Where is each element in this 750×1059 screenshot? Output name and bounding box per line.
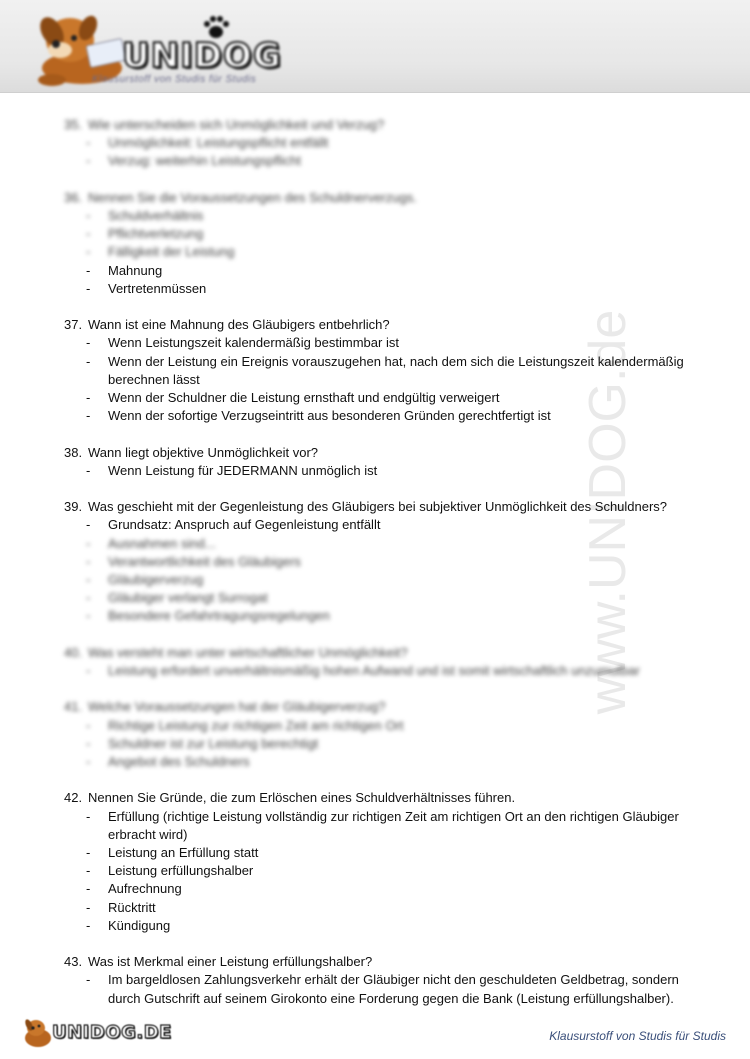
answer-item bbox=[64, 917, 684, 935]
answer-item bbox=[64, 607, 684, 625]
dash-bullet: - bbox=[86, 917, 91, 933]
question-block bbox=[64, 189, 684, 298]
page-header bbox=[0, 0, 750, 93]
dash-bullet: - bbox=[86, 335, 91, 351]
dash-bullet: - bbox=[86, 754, 91, 770]
dash-bullet: - bbox=[86, 244, 91, 260]
answer-item bbox=[64, 535, 684, 553]
answer-list bbox=[64, 334, 684, 425]
dash-bullet: - bbox=[86, 535, 91, 551]
question-number: 38. bbox=[64, 444, 83, 460]
question-line bbox=[64, 316, 684, 334]
question-number: 36. bbox=[64, 189, 83, 205]
question-line bbox=[64, 644, 684, 662]
answer-item bbox=[64, 225, 684, 243]
dash-bullet: - bbox=[86, 808, 91, 824]
question-number: 41. bbox=[64, 699, 83, 715]
answer-text: Unmöglichkeit: Leistungspflicht entfällt bbox=[108, 135, 329, 151]
answer-item bbox=[64, 262, 684, 280]
answer-text: Richtige Leistung zur richtigen Zeit am richtigen Ort bbox=[108, 717, 404, 733]
dash-bullet: - bbox=[86, 608, 91, 624]
dash-bullet: - bbox=[86, 663, 91, 679]
question-number: 35. bbox=[64, 117, 83, 132]
dash-bullet: - bbox=[86, 590, 91, 606]
answer-item bbox=[64, 353, 684, 389]
question-block bbox=[64, 644, 684, 680]
question-line bbox=[64, 789, 684, 807]
answer-text: Schuldner ist zur Leistung berechtigt bbox=[108, 735, 319, 751]
question-line bbox=[64, 444, 684, 462]
footer-wordmark: UNIDOG.DE bbox=[52, 1022, 172, 1043]
dash-bullet: - bbox=[86, 390, 91, 406]
dash-bullet: - bbox=[86, 462, 91, 478]
question-number: 37. bbox=[64, 317, 83, 333]
answer-item bbox=[64, 899, 684, 917]
dash-bullet: - bbox=[86, 226, 91, 242]
answer-text: Wenn Leistung für JEDERMANN unmöglich ist bbox=[108, 462, 378, 478]
dash-bullet: - bbox=[86, 280, 91, 296]
answer-item bbox=[64, 134, 684, 152]
answer-item bbox=[64, 589, 684, 607]
dash-bullet: - bbox=[86, 517, 91, 533]
question-line bbox=[64, 698, 684, 716]
dash-bullet: - bbox=[86, 135, 91, 151]
answer-text: Kündigung bbox=[108, 917, 171, 933]
answer-item bbox=[64, 334, 684, 352]
answer-item bbox=[64, 207, 684, 225]
dash-bullet: - bbox=[86, 553, 91, 569]
brand-wordmark: UNIDOG bbox=[122, 36, 282, 76]
question-line bbox=[64, 498, 684, 516]
answer-item bbox=[64, 844, 684, 862]
question-text: Was ist Merkmal einer Leistung erfüllungshalber? bbox=[88, 954, 373, 970]
answer-item bbox=[64, 280, 684, 298]
answer-text: Wenn der sofortige Verzugseintritt aus besonderen Gründen gerechtfertigt ist bbox=[108, 408, 551, 424]
dash-bullet: - bbox=[86, 408, 91, 424]
answer-text: Wenn der Leistung ein Ereignis vorauszugehen hat, nach dem sich die Leistungszeit kalendermäßig berechnen lässt bbox=[108, 353, 684, 387]
question-text: Nennen Sie Gründe, die zum Erlöschen eines Schuldverhältnisses führen. bbox=[88, 790, 516, 806]
answer-list bbox=[64, 717, 684, 772]
answer-text: Leistung erfüllungshalber bbox=[108, 863, 254, 879]
question-block bbox=[64, 116, 684, 171]
question-number: 40. bbox=[64, 644, 83, 660]
question-block bbox=[64, 498, 684, 625]
answer-list bbox=[64, 516, 684, 625]
answer-item bbox=[64, 971, 684, 1007]
answer-text: Aufrechnung bbox=[108, 881, 182, 897]
answer-text: Leistung an Erfüllung statt bbox=[108, 845, 259, 861]
answer-item bbox=[64, 553, 684, 571]
answer-item bbox=[64, 152, 684, 170]
question-list bbox=[64, 116, 684, 1026]
dash-bullet: - bbox=[86, 262, 91, 278]
answer-text: Vertretenmüssen bbox=[108, 280, 207, 296]
brand-tagline: Klausurstoff von Studis für Studis bbox=[92, 74, 257, 85]
dash-bullet: - bbox=[86, 208, 91, 223]
answer-text: Wenn der Schuldner die Leistung ernsthaft und endgültig verweigert bbox=[108, 390, 500, 406]
question-text: Wann liegt objektive Unmöglichkeit vor? bbox=[88, 444, 319, 460]
answer-item bbox=[64, 862, 684, 880]
answer-text: Grundsatz: Anspruch auf Gegenleistung entfällt bbox=[108, 517, 381, 533]
answer-text: Leistung erfordert unverhältnismäßig hohen Aufwand und ist somit wirtschaftlich unzumutbar bbox=[108, 663, 640, 679]
question-block bbox=[64, 444, 684, 480]
question-line bbox=[64, 953, 684, 971]
question-text: Wie unterscheiden sich Unmöglichkeit und Verzug? bbox=[88, 117, 385, 132]
answer-text: Erfüllung (richtige Leistung vollständig zur richtigen Zeit am richtigen Ort an den richtigen Gläubiger erbracht wird) bbox=[108, 808, 679, 842]
answer-item bbox=[64, 243, 684, 261]
dash-bullet: - bbox=[86, 717, 91, 733]
dash-bullet: - bbox=[86, 881, 91, 897]
answer-item bbox=[64, 389, 684, 407]
answer-list bbox=[64, 808, 684, 935]
answer-text: Verzug: weiterhin Leistungspflicht bbox=[108, 153, 301, 169]
answer-text: Schuldverhältnis bbox=[108, 208, 204, 223]
answer-text: Rücktritt bbox=[108, 899, 156, 915]
answer-item bbox=[64, 808, 684, 844]
question-number: 42. bbox=[64, 790, 83, 806]
dash-bullet: - bbox=[86, 735, 91, 751]
question-line bbox=[64, 116, 684, 134]
answer-list bbox=[64, 662, 684, 680]
answer-item bbox=[64, 571, 684, 589]
answer-item bbox=[64, 662, 684, 680]
dash-bullet: - bbox=[86, 972, 91, 988]
question-text: Nennen Sie die Voraussetzungen des Schuldnerverzugs. bbox=[88, 189, 417, 205]
unidog-logo bbox=[30, 6, 320, 90]
answer-text: Fälligkeit der Leistung bbox=[108, 244, 235, 260]
question-line bbox=[64, 189, 684, 207]
answer-list bbox=[64, 134, 684, 170]
question-block bbox=[64, 316, 684, 425]
answer-item bbox=[64, 717, 684, 735]
answer-text: Gläubiger verlangt Surrogat bbox=[108, 590, 268, 606]
answer-item bbox=[64, 880, 684, 898]
answer-text: Pflichtverletzung bbox=[108, 226, 204, 242]
question-block bbox=[64, 698, 684, 771]
answer-text: Besondere Gefahrtragungsregelungen bbox=[108, 608, 330, 624]
dash-bullet: - bbox=[86, 153, 91, 169]
dash-bullet: - bbox=[86, 899, 91, 915]
question-block bbox=[64, 953, 684, 1008]
question-text: Was versteht man unter wirtschaftlicher Unmöglichkeit? bbox=[88, 644, 408, 660]
answer-item bbox=[64, 462, 684, 480]
dash-bullet: - bbox=[86, 845, 91, 861]
dash-bullet: - bbox=[86, 572, 91, 588]
watermark-text: www.UNIDOG.de bbox=[579, 309, 637, 715]
dash-bullet: - bbox=[86, 353, 91, 369]
answer-item bbox=[64, 735, 684, 753]
answer-text: Wenn Leistungszeit kalendermäßig bestimmbar ist bbox=[108, 335, 399, 351]
question-block bbox=[64, 789, 684, 935]
question-text: Was geschieht mit der Gegenleistung des Gläubigers bei subjektiver Unmöglichkeit des Schuldners? bbox=[88, 499, 668, 515]
question-text: Wann ist eine Mahnung des Gläubigers entbehrlich? bbox=[88, 317, 390, 333]
question-text: Welche Voraussetzungen hat der Gläubigerverzug? bbox=[88, 699, 386, 715]
answer-list bbox=[64, 971, 684, 1007]
footer-tagline: Klausurstoff von Studis für Studis bbox=[549, 1029, 726, 1043]
answer-text: Angebot des Schuldners bbox=[108, 754, 250, 770]
answer-item bbox=[64, 753, 684, 771]
dog-mascot-small-icon bbox=[22, 1016, 56, 1050]
footer-logo bbox=[22, 1016, 172, 1050]
answer-item bbox=[64, 407, 684, 425]
answer-text: Im bargeldlosen Zahlungsverkehr erhält der Gläubiger nicht den geschuldeten Geldbetrag, sondern durch Gutschrift auf seinem Girokonto eine Forderung gegen die Bank (Leistung erfüllungshalber). bbox=[108, 972, 679, 1006]
answer-text: Mahnung bbox=[108, 262, 163, 278]
question-number: 43. bbox=[64, 954, 83, 970]
question-number: 39. bbox=[64, 499, 83, 515]
answer-list bbox=[64, 207, 684, 298]
answer-list bbox=[64, 462, 684, 480]
answer-text: Gläubigerverzug bbox=[108, 572, 204, 588]
answer-text: Ausnahmen sind... bbox=[108, 535, 216, 551]
answer-item bbox=[64, 516, 684, 534]
answer-text: Verantwortlichkeit des Gläubigers bbox=[108, 553, 301, 569]
dash-bullet: - bbox=[86, 863, 91, 879]
